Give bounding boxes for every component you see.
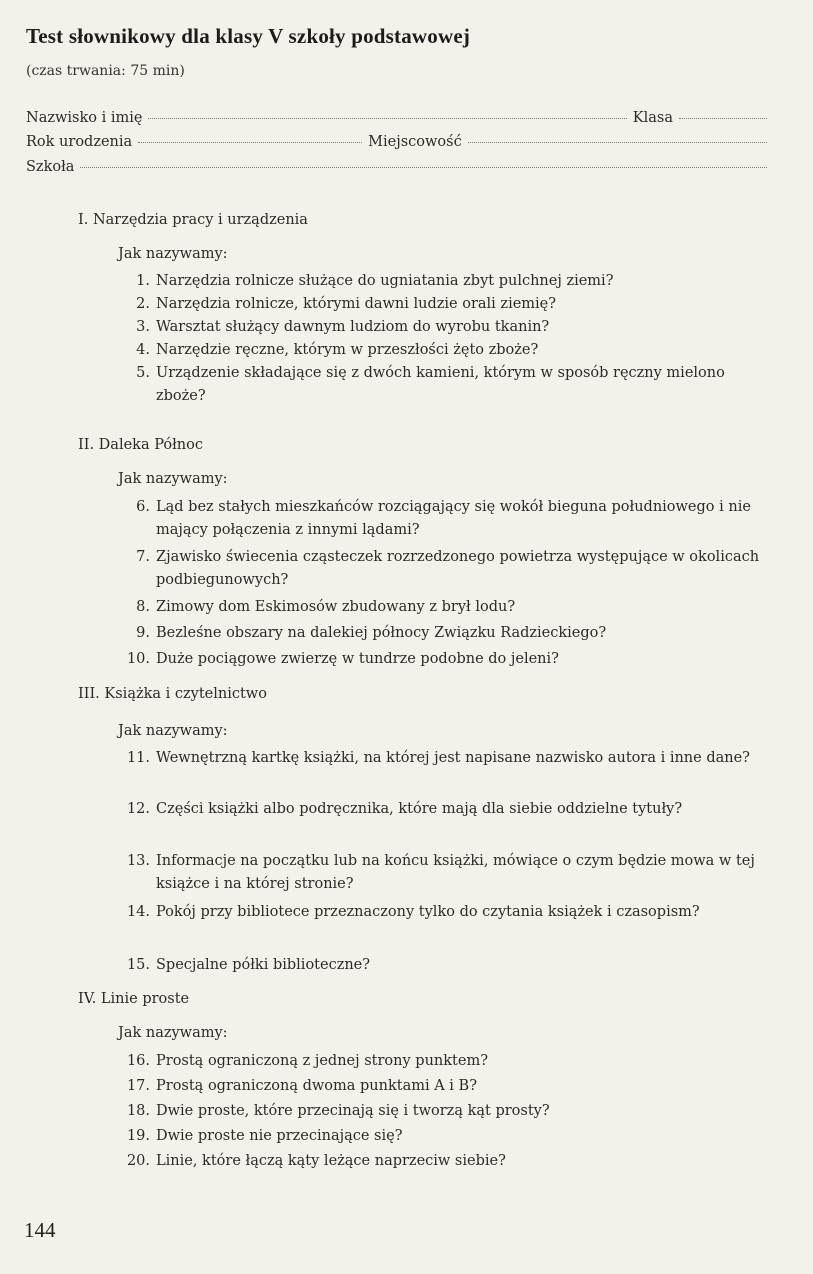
question-number: 13. bbox=[126, 853, 150, 869]
question-text: Urządzenie składające się z dwóch kamieni, którym w sposób ręczny mielono zboże? bbox=[156, 365, 725, 404]
section-heading: III. Książka i czytelnictwo bbox=[78, 686, 267, 702]
school-label: Szkoła bbox=[26, 159, 75, 175]
question-item bbox=[116, 362, 773, 408]
page-number: 144 bbox=[24, 1218, 56, 1242]
question-item bbox=[116, 798, 773, 821]
question-item bbox=[116, 546, 773, 592]
section-prompt: Jak nazywamy: bbox=[118, 246, 228, 262]
school-field[interactable] bbox=[80, 167, 767, 168]
question-number: 7. bbox=[136, 549, 150, 565]
question-number: 15. bbox=[126, 957, 150, 973]
question-text: Duże pociągowe zwierzę w tundrze podobne do jeleni? bbox=[156, 651, 559, 667]
question-text: Bezleśne obszary na dalekiej północy Związku Radzieckiego? bbox=[156, 625, 607, 641]
class-label: Klasa bbox=[632, 110, 673, 126]
place-label: Miejscowość bbox=[368, 134, 462, 150]
name-field[interactable] bbox=[148, 118, 626, 119]
question-item bbox=[116, 622, 773, 645]
question-text: Dwie proste, które przecinają się i tworzą kąt prosty? bbox=[156, 1103, 550, 1119]
section-prompt: Jak nazywamy: bbox=[118, 1025, 228, 1041]
page-title: Test słownikowy dla klasy V szkoły podstawowej bbox=[26, 24, 471, 48]
question-number: 1. bbox=[136, 273, 150, 289]
question-number: 8. bbox=[136, 599, 150, 615]
form-row-school bbox=[26, 159, 773, 175]
birth-year-label: Rok urodzenia bbox=[26, 134, 133, 150]
question-number: 2. bbox=[136, 296, 150, 312]
question-item bbox=[116, 648, 773, 671]
question-text: Specjalne półki biblioteczne? bbox=[156, 957, 371, 973]
question-text: Prostą ograniczoną z jednej strony punktem? bbox=[156, 1053, 488, 1069]
question-number: 10. bbox=[126, 651, 150, 667]
question-text: Części książki albo podręcznika, które mają dla siebie oddzielne tytuły? bbox=[156, 801, 683, 817]
question-text: Narzędzie ręczne, którym w przeszłości żęto zboże? bbox=[156, 342, 539, 358]
question-number: 11. bbox=[126, 750, 150, 766]
section-prompt: Jak nazywamy: bbox=[118, 471, 228, 487]
question-item bbox=[116, 270, 773, 293]
place-field[interactable] bbox=[468, 142, 767, 143]
form-row-name bbox=[26, 110, 773, 126]
question-item bbox=[116, 339, 773, 362]
question-item bbox=[116, 747, 773, 770]
question-text: Prostą ograniczoną dwoma punktami A i B? bbox=[156, 1078, 477, 1094]
question-text: Informacje na początku lub na końcu książki, mówiące o czym będzie mowa w tej książce i na której stronie? bbox=[156, 853, 755, 892]
question-text: Narzędzia rolnicze, którymi dawni ludzie orali ziemię? bbox=[156, 296, 557, 312]
question-item bbox=[116, 1075, 773, 1098]
question-item bbox=[116, 1050, 773, 1073]
question-item bbox=[116, 901, 773, 924]
section-heading: IV. Linie proste bbox=[78, 991, 190, 1007]
duration-note: (czas trwania: 75 min) bbox=[26, 63, 185, 79]
question-number: 20. bbox=[126, 1153, 150, 1169]
question-number: 6. bbox=[136, 499, 150, 515]
question-text: Linie, które łączą kąty leżące naprzeciw siebie? bbox=[156, 1153, 506, 1169]
question-number: 5. bbox=[136, 365, 150, 381]
question-item bbox=[116, 1100, 773, 1123]
section-heading: I. Narzędzia pracy i urządzenia bbox=[78, 212, 308, 228]
question-number: 17. bbox=[126, 1078, 150, 1094]
question-text: Wewnętrzną kartkę książki, na której jest napisane nazwisko autora i inne dane? bbox=[156, 750, 750, 766]
question-number: 9. bbox=[136, 625, 150, 641]
birth-year-field[interactable] bbox=[138, 142, 362, 143]
question-number: 12. bbox=[126, 801, 150, 817]
question-item bbox=[116, 850, 773, 896]
question-item bbox=[116, 316, 773, 339]
question-text: Dwie proste nie przecinające się? bbox=[156, 1128, 403, 1144]
question-item bbox=[116, 1150, 773, 1173]
question-number: 18. bbox=[126, 1103, 150, 1119]
section-heading: II. Daleka Północ bbox=[78, 437, 203, 453]
question-item bbox=[116, 1125, 773, 1148]
section-prompt: Jak nazywamy: bbox=[118, 723, 228, 739]
class-field[interactable] bbox=[679, 118, 767, 119]
question-item bbox=[116, 596, 773, 619]
question-item bbox=[116, 496, 773, 542]
question-number: 3. bbox=[136, 319, 150, 335]
question-item bbox=[116, 954, 773, 977]
question-number: 4. bbox=[136, 342, 150, 358]
form-row-birth bbox=[26, 134, 773, 150]
question-item bbox=[116, 293, 773, 316]
question-text: Narzędzia rolnicze służące do ugniatania zbyt pulchnej ziemi? bbox=[156, 273, 614, 289]
question-text: Zimowy dom Eskimosów zbudowany z brył lodu? bbox=[156, 599, 516, 615]
name-label: Nazwisko i imię bbox=[26, 110, 143, 126]
question-text: Zjawisko świecenia cząsteczek rozrzedzonego powietrza występujące w okolicach podbiegunowych? bbox=[156, 549, 760, 588]
question-text: Pokój przy bibliotece przeznaczony tylko do czytania książek i czasopism? bbox=[156, 904, 700, 920]
question-number: 14. bbox=[126, 904, 150, 920]
question-text: Ląd bez stałych mieszkańców rozciągający się wokół bieguna południowego i nie mający połączenia z innymi lądami? bbox=[156, 499, 751, 538]
question-number: 16. bbox=[126, 1053, 150, 1069]
question-text: Warsztat służący dawnym ludziom do wyrobu tkanin? bbox=[156, 319, 550, 335]
question-number: 19. bbox=[126, 1128, 150, 1144]
